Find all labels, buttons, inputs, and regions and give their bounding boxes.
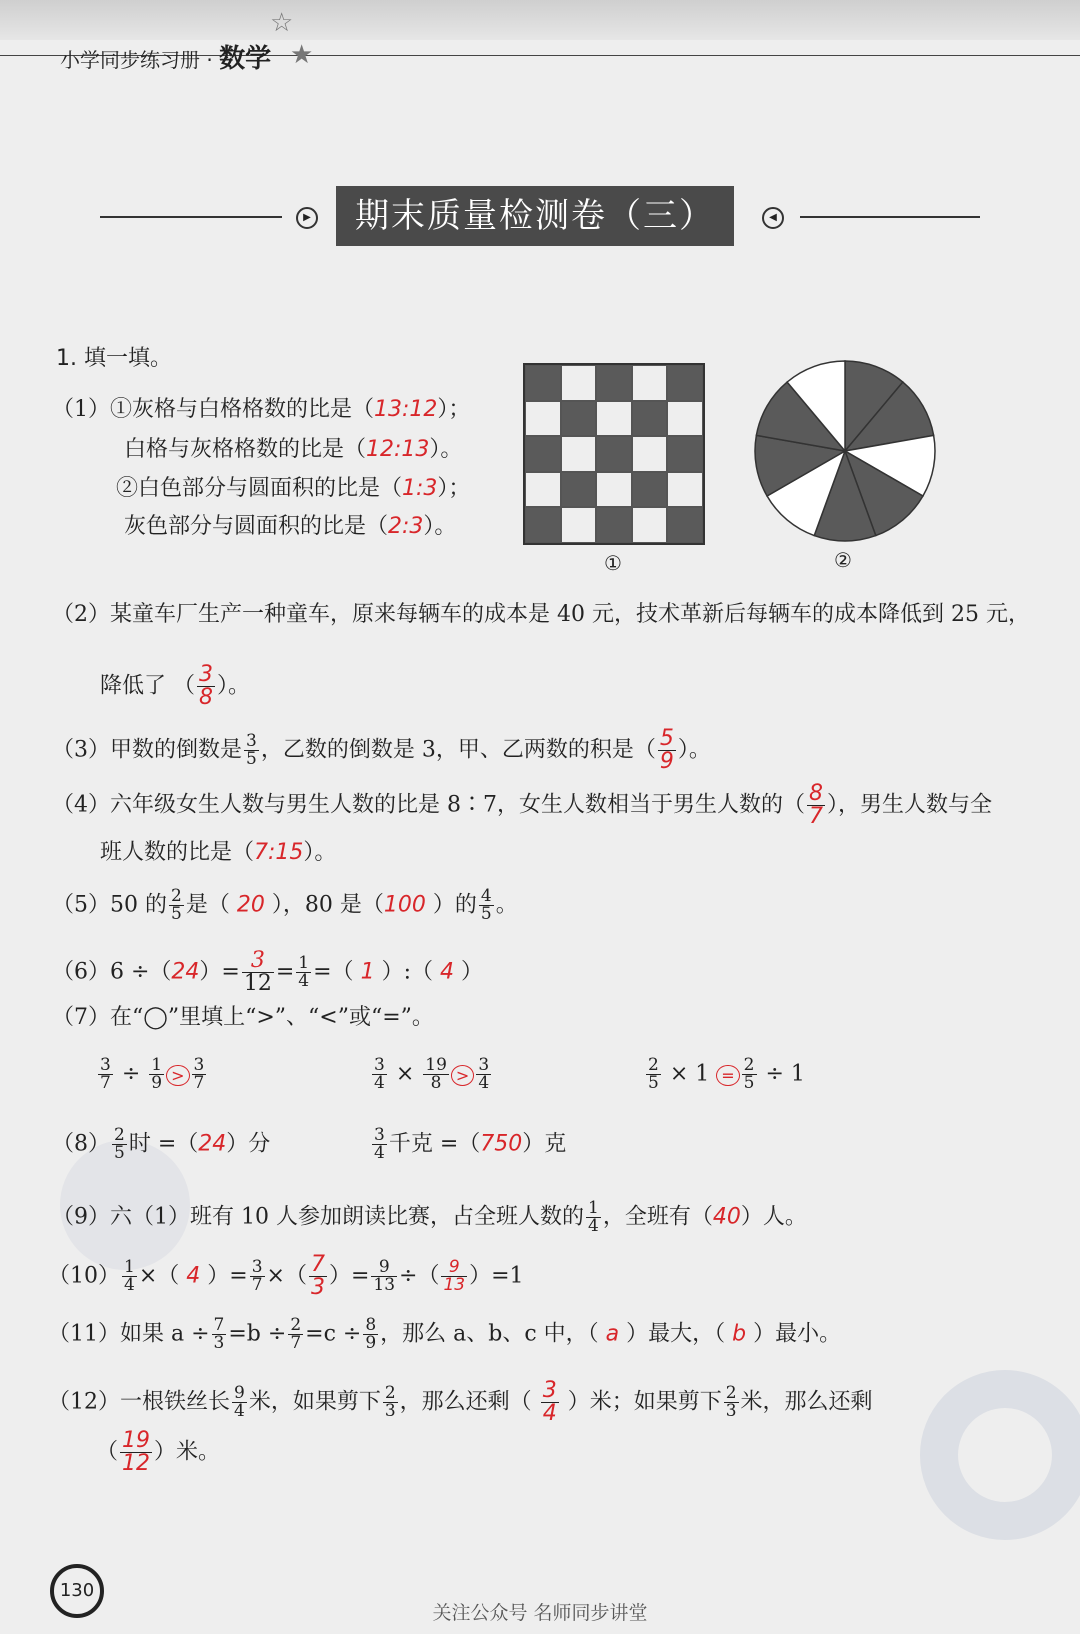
grid-cell <box>561 507 597 543</box>
footer-text: 关注公众号 名师同步讲堂 <box>432 1602 648 1624</box>
question-12-line-1: （12）一根铁丝长 $\frac{9}{4}$ 米，如果剪下 $\frac{2}{3}$ ，那么还剩（ $\frac{3}{4}$ ）米；如果剪下 $\frac{2}{3}$ 米，那么还剩 <box>48 1378 873 1426</box>
grid-cell <box>525 472 561 508</box>
play-right-icon: ▶ <box>296 207 318 229</box>
grid-cell <box>632 401 668 437</box>
question-3: （3）甲数的倒数是 $\frac{3}{5}$ ，乙数的倒数是 3，甲、乙两数的积是（ $\frac{5}{9}$ ）。 <box>52 726 711 774</box>
compare-expression-1: $\frac{3}{7}$ ÷ $\frac{1}{9}$ > $\frac{3}{7}$ <box>100 1055 205 1093</box>
question-8-part-2: $\frac{3}{4}$ 千克 =（750）克 <box>374 1125 567 1163</box>
grid-cell <box>596 401 632 437</box>
question-4-line-2: 班人数的比是（7:15）。 <box>100 840 337 865</box>
grid-cell <box>667 401 703 437</box>
compare-expression-3: $\frac{2}{5}$ × 1 = $\frac{2}{5}$ ÷ 1 <box>648 1055 805 1093</box>
star-icon: ★ <box>290 40 314 70</box>
answer: 1:3 <box>402 476 438 501</box>
book-title: 小学同步练习册 · <box>60 48 213 72</box>
grid-cell <box>667 472 703 508</box>
grid-cell <box>525 436 561 472</box>
figure-label: ② <box>834 548 852 572</box>
grid-cell <box>632 472 668 508</box>
section-heading: 1. 填一填。 <box>56 346 172 371</box>
grid-cell <box>561 436 597 472</box>
grid-cell <box>561 365 597 401</box>
question-9: （9）六（1）班有 10 人参加朗读比赛，占全班人数的 $\frac{1}{4}$ ，全班有（40）人。 <box>52 1198 807 1236</box>
star-icon: ☆ <box>270 8 294 38</box>
page-number: 130 <box>50 1564 104 1618</box>
play-left-icon: ◀ <box>762 207 784 229</box>
question-1-2: 白格与灰格格数的比是（12:13）。 <box>124 437 463 462</box>
question-12-line-2: （ $\frac{19}{12}$ ）米。 <box>96 1428 221 1476</box>
grid-cell <box>596 507 632 543</box>
question-10: （10） $\frac{1}{4}$ ×（ 4 ）= $\frac{3}{7}$ ×（ $\frac{7}{3}$ ）= $\frac{9}{13}$ ÷（ $\frac{9}{13}$ ）=1 <box>48 1252 524 1300</box>
grid-cell <box>667 507 703 543</box>
question-1-3: ②白色部分与圆面积的比是（1:3）； <box>116 476 471 501</box>
compare-expression-2: $\frac{3}{4}$ × $\frac{19}{8}$ > $\frac{3}{4}$ <box>374 1055 490 1093</box>
figure-label: ① <box>604 551 622 575</box>
grid-cell <box>667 436 703 472</box>
answer: 13:12 <box>374 397 438 422</box>
question-2-line-2: 降低了 （ $\frac{3}{8}$ ）。 <box>100 662 251 710</box>
question-8-part-1: （8） $\frac{2}{5}$ 时 =（24）分 <box>52 1125 271 1163</box>
exam-title-banner <box>100 186 980 246</box>
question-7: （7）在“◯”里填上“>”、“<”或“=”。 <box>52 1005 434 1030</box>
top-edge <box>0 0 1080 40</box>
answer: 2:3 <box>388 514 424 539</box>
grid-cell <box>667 365 703 401</box>
subject-label: 数学 <box>219 44 272 74</box>
pie-circle-figure <box>750 356 940 546</box>
grid-cell <box>525 365 561 401</box>
header-title <box>60 38 271 75</box>
question-1-4: 灰色部分与圆面积的比是（2:3）。 <box>124 514 457 539</box>
question-5: （5）50 的 $\frac{2}{5}$ 是（ 20 ），80 是（100 ）的 $\frac{4}{5}$ 。 <box>52 886 518 924</box>
grid-cell <box>596 365 632 401</box>
grid-cell <box>632 436 668 472</box>
grid-cell <box>596 436 632 472</box>
title-rule-left <box>100 216 282 218</box>
grid-cell <box>561 401 597 437</box>
question-11: （11）如果 a ÷ $\frac{7}{3}$ =b ÷ $\frac{2}{7}$ =c ÷ $\frac{8}{9}$ ，那么 a、b、c 中，（ a ）最大，（ b ）最小。 <box>48 1315 842 1353</box>
grid-cell <box>596 472 632 508</box>
question-2-line-1: （2）某童车厂生产一种童车，原来每辆车的成本是 40 元，技术革新后每辆车的成本降低到 25 元， <box>52 602 1030 627</box>
grid-cell <box>561 472 597 508</box>
question-1-1: （1）①灰格与白格格数的比是（13:12）； <box>52 397 471 422</box>
exam-title: 期末质量检测卷（三） <box>336 186 734 246</box>
answer: 12:13 <box>366 437 430 462</box>
grid-cell <box>525 401 561 437</box>
question-6: （6）6 ÷（24）= $\frac{3}{12}$ = $\frac{1}{4}$ =（ 1 ）:（ 4 ） <box>52 948 483 996</box>
title-rule-right <box>800 216 980 218</box>
grid-cell <box>632 507 668 543</box>
decorative-ring <box>920 1370 1080 1540</box>
question-4-line-1: （4）六年级女生人数与男生人数的比是 8∶7，女生人数相当于男生人数的（ $\frac{8}{7}$ ），男生人数与全 <box>52 781 993 829</box>
grid-cell <box>525 507 561 543</box>
grid-cell <box>632 365 668 401</box>
checker-grid-figure <box>523 363 705 545</box>
